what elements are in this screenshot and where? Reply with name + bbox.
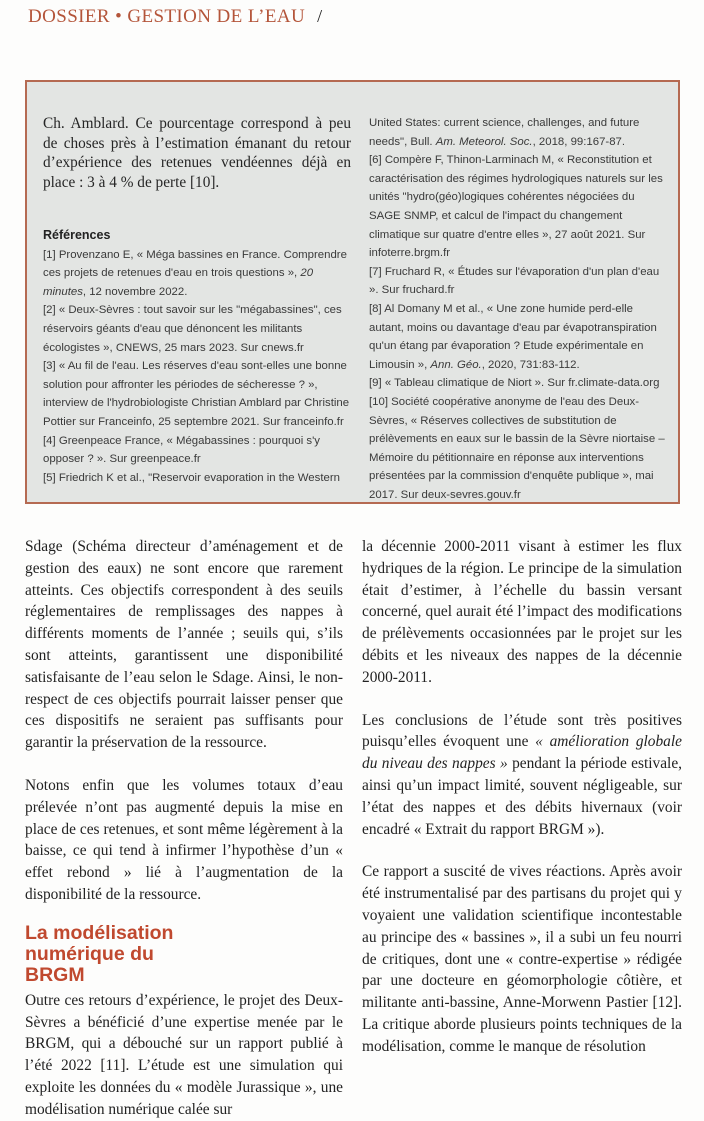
box-intro	[43, 114, 351, 192]
reference-text: [8] Al Domany M et al., « Une zone humide perd-elle autant, moins ou davantage d'eau par évapotranspiration qu'un étang par évaporation ? Etude expérimentale en Limousin »,	[369, 302, 657, 371]
paragraph: Sdage (Schéma directeur d’aménagement et de gestion des eaux) ne sont encore que rarement atteints. Ces objectifs correspondent à des seuils réglementaires de remplissages des nappes à différents moments de l’année ; seuils qui, s’ils sont atteints, garantissent une disponibilité satisfaisante de l’eau selon le Sdage. Ainsi, le non-respect de ces objectifs pourrait laisser penser que ces dispositifs ne seraient pas suffisants pour garantir la préservation de la ressource.	[25, 538, 343, 752]
reference-item	[369, 151, 669, 263]
reference-text: [6] Compère F, Thinon-Larminach M, « Reconstitution et caractérisation des régimes hydrologiques naturels sur les unités "hydro(géo)logiques cohérentes négociées du SAGE SNMP, et calcul de l'impact du changement climatique sur quatre d'entre elles », 27 août 2021. Sur infoterre.brgm.fr	[369, 154, 663, 260]
references-left	[43, 226, 353, 487]
reference-text: , 2020, 731:83-112.	[481, 358, 580, 371]
reference-source: Ann. Géo.	[430, 358, 482, 371]
reference-text: [1] Provenzano E, « Méga bassines en France. Comprendre ces projets de retenues d'eau en trois questions »,	[43, 248, 347, 280]
reference-text: [9] « Tableau climatique de Niort ». Sur fr.climate-data.org	[369, 377, 660, 390]
box-intro-text: Ch. Amblard. Ce pourcentage correspond à peu de choses près à l’estimation émanant du retour d’expérience des retenues vendéennes déjà en place : 3 à 4 % de perte [10].	[43, 115, 351, 191]
reference-item	[43, 301, 353, 357]
header-separator: /	[317, 6, 323, 26]
paragraph: la décennie 2000-2011 visant à estimer les flux hydriques de la région. Le principe de la simulation était d’estimer, à l’échelle du bassin versant concerné, quel aurait été l’impact des modifications de prélèvements occasionnées par le projet sur les débits et les niveaux des nappes de la décennie 2000-2011.	[362, 538, 682, 686]
paragraph	[362, 710, 682, 841]
reference-item	[369, 374, 669, 393]
reference-text: , 12 novembre 2022.	[82, 285, 188, 298]
reference-text: United States: current science, challenges, and future needs", Bull.	[369, 117, 640, 148]
references-right-list	[369, 114, 669, 504]
section-title: La modélisation numérique du BRGM	[25, 921, 174, 986]
reference-item	[43, 246, 353, 302]
section-header-title: DOSSIER • GESTION DE L’EAU	[28, 6, 306, 27]
reference-text: [10] Société coopérative anonyme de l'eau des Deux-Sèvres, « Réserves collectives de substitution de prélèvements en eaux sur le bassin de la Sèvre niortaise – Mémoire du pétitionnaire en réponse aux interventions présentées par la commission d'enquête publique », mai 2017. Sur deux-sevres.gouv.fr	[369, 395, 665, 501]
paragraph: Outre ces retours d’expérience, le projet des Deux-Sèvres a bénéficié d’une expertise menée par le BRGM, qui a débouché sur un rapport publié à l’été 2022 [11]. L’étude est une simulation qui exploite les données du « modèle Jurassique », une modélisation numérique calée sur	[25, 991, 343, 1118]
reference-text: [7] Fruchard R, « Études sur l'évaporation d'un plan d'eau ». Sur fruchard.fr	[369, 265, 660, 297]
references-box	[25, 80, 680, 504]
reference-item	[369, 263, 669, 300]
section-header	[28, 6, 322, 28]
reference-item	[43, 357, 353, 431]
paragraph-text: pendant la période estivale, ainsi qu’un impact limité, souvent négligeable, sur l’état des nappes et des débits hivernaux (voir encadré « Extrait du rapport BRGM »).	[362, 755, 682, 838]
reference-text: [3] « Au fil de l'eau. Les réserves d'eau sont-elles une bonne solution pour affronter les périodes de sécheresse ? », interview de l'hydrobiologiste Christian Amblard par Christine Pottier sur Franceinfo, 25 septembre 2021. Sur franceinfo.fr	[43, 360, 350, 428]
reference-item	[369, 114, 669, 151]
article-column-left	[25, 536, 343, 1121]
reference-source: 20 minutes	[43, 267, 314, 298]
reference-text: [2] « Deux-Sèvres : tout savoir sur les "mégabassines", ces réservoirs géants d'eau que dénoncent les militants écologistes », CNEWS, 25 mars 2023. Sur cnews.fr	[43, 304, 342, 354]
reference-text: , 2018, 99:167-87.	[532, 135, 626, 148]
reference-item	[369, 300, 669, 374]
article-column-right	[362, 536, 682, 1058]
reference-source: Am. Meteorol. Soc.	[435, 135, 533, 148]
reference-item	[43, 469, 353, 488]
references-right	[369, 114, 669, 504]
quote-emphasis: « amélioration globale du niveau des nappes »	[362, 733, 682, 773]
paragraph: Ce rapport a suscité de vives réactions. Après avoir été instrumentalisé par des partisans du projet qui y voyaient une validation scientifique incontestable au principe des « bassines », il a subi un feu nourri de critiques, dont une « contre-expertise » rédigée par une docteure en géomorphologie côtière, et militante anti-bassine, Anne-Morwenn Pastier [12]. La critique aborde plusieurs points techniques de la modélisation, comme le manque de résolution	[362, 863, 682, 1055]
paragraph: Notons enfin que les volumes totaux d’eau prélevée n’ont pas augmenté depuis la mise en place de ces retenues, et sont même légèrement à la baisse, ce qui tend à infirmer l’hypothèse d’un « effet rebond » lié à l’augmentation de la disponibilité de la ressource.	[25, 776, 343, 903]
references-left-list	[43, 246, 353, 488]
reference-item	[43, 432, 353, 469]
reference-text: [4] Greenpeace France, « Mégabassines : pourquoi s'y opposer ? ». Sur greenpeace.fr	[43, 434, 320, 466]
references-title: Références	[43, 228, 111, 242]
paragraph-text: Les conclusions de l’étude sont très positives puisqu’elles évoquent une	[362, 711, 682, 751]
reference-text: [5] Friedrich K et al., "Reservoir evaporation in the Western	[43, 471, 340, 484]
reference-item	[369, 393, 669, 505]
